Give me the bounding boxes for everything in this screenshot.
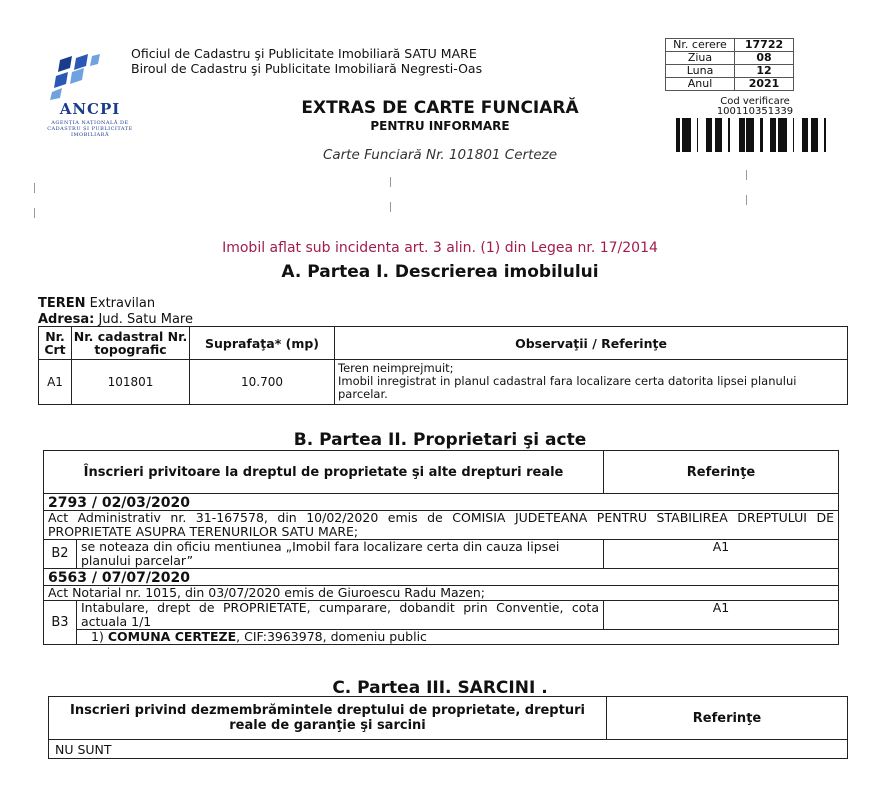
imobil-table bbox=[38, 326, 848, 405]
scan-mark bbox=[746, 170, 747, 180]
request-row bbox=[666, 65, 794, 78]
barcode-bar bbox=[728, 118, 730, 152]
barcode-bar bbox=[811, 118, 812, 152]
section-a-title: A. Partea I. Descrierea imobilului bbox=[281, 262, 599, 282]
entry-2-text: Intabulare, drept de PROPRIETATE, cumparare, dobandit prin Conventie, cota actuala 1/1 bbox=[77, 601, 604, 630]
barcode-bar bbox=[752, 118, 754, 152]
col-observatii: Observaţii / Referinţe bbox=[335, 327, 848, 360]
office-block bbox=[131, 46, 482, 76]
entry-2-code: B3 bbox=[44, 601, 77, 645]
barcode-bar bbox=[784, 118, 787, 152]
barcode-bar bbox=[718, 118, 721, 152]
barcode-bar bbox=[782, 118, 784, 152]
request-value: 17722 bbox=[735, 39, 794, 52]
verification-code: 100110351339 bbox=[716, 106, 794, 117]
barcode-bar bbox=[746, 118, 748, 152]
barcode-bar bbox=[781, 118, 782, 152]
scan-mark bbox=[34, 208, 35, 218]
col-nr-crt: Nr. Crt bbox=[39, 327, 72, 360]
document-subtitle: PENTRU INFORMARE bbox=[370, 119, 510, 133]
barcode-bar bbox=[778, 118, 781, 152]
table-header-row bbox=[44, 451, 839, 494]
col-referinte: Referinţe bbox=[604, 451, 839, 494]
table-header-row bbox=[49, 697, 848, 740]
request-label: Nr. cerere bbox=[666, 39, 735, 52]
request-label: Anul bbox=[666, 78, 735, 91]
barcode-bar bbox=[824, 118, 826, 152]
barcode-bar bbox=[775, 118, 776, 152]
teren-value: Extravilan bbox=[89, 296, 156, 311]
teren-label: TEREN bbox=[38, 296, 86, 311]
entry-1-act: Act Administrativ nr. 31-167578, din 10/02/2020 emis de COMISIA JUDETEANA PENTRU STABILIREA DREPTULUI DE PROPRIETATE ASUPRA TERENURILOR SATU MARE; bbox=[44, 511, 839, 540]
barcode-bar bbox=[676, 118, 679, 152]
request-label: Luna bbox=[666, 65, 735, 78]
table-header-row bbox=[39, 327, 848, 360]
proprietari-table bbox=[43, 450, 839, 645]
barcode-bar bbox=[817, 118, 818, 152]
request-row bbox=[666, 78, 794, 91]
barcode-bar bbox=[760, 118, 763, 152]
section-c-title: C. Partea III. SARCINI . bbox=[332, 678, 548, 698]
ancpi-logo-subtext: AGENȚIA NAȚIONALĂ DE CADASTRU ȘI PUBLICITATE IMOBILIARĂ bbox=[47, 120, 133, 138]
owner-name: COMUNA CERTEZE bbox=[107, 629, 237, 644]
teren-block bbox=[38, 296, 193, 328]
request-value: 08 bbox=[735, 52, 794, 65]
obs-line-2: Imobil inregistrat in planul cadastral fara localizare certa datorita lipsei planului parcelar. bbox=[338, 374, 797, 401]
barcode-bar bbox=[685, 118, 686, 152]
entry-2-owner bbox=[77, 630, 839, 645]
col-inscrieri-sarcini: Inscrieri privind dezmembrămintele dreptului de proprietate, drepturi reale de garanţie şi sarcini bbox=[49, 697, 607, 740]
table-row bbox=[39, 360, 848, 405]
barcode-bar bbox=[688, 118, 691, 152]
barcode-bar bbox=[772, 118, 775, 152]
obs-line-1: Teren neimprejmuit; bbox=[338, 361, 454, 375]
barcode-bar bbox=[739, 118, 740, 152]
teren-line bbox=[38, 296, 193, 312]
request-label: Ziua bbox=[666, 52, 735, 65]
request-value: 12 bbox=[735, 65, 794, 78]
entry-1-ref: A1 bbox=[604, 540, 839, 569]
table-row bbox=[44, 494, 839, 511]
ancpi-logo-mark-icon bbox=[48, 50, 128, 100]
col-nr-cadastral: Nr. cadastral Nr. topografic bbox=[72, 327, 190, 360]
adresa-value: Jud. Satu Mare bbox=[98, 312, 193, 327]
sarcini-table bbox=[48, 696, 848, 759]
table-row bbox=[44, 601, 839, 630]
table-row bbox=[49, 740, 848, 759]
barcode-bar bbox=[740, 118, 742, 152]
barcode-bar bbox=[751, 118, 752, 152]
barcode-bar bbox=[682, 118, 685, 152]
barcode-bar bbox=[679, 118, 680, 152]
document-title: EXTRAS DE CARTE FUNCIARĂ bbox=[301, 98, 579, 118]
scan-mark bbox=[390, 177, 391, 187]
barcode-bar bbox=[721, 118, 722, 152]
cell-nr-crt: A1 bbox=[39, 360, 72, 405]
entry-1-text: se noteaza din oficiu mentiunea „Imobil fara localizare certa din cauza lipsei planului parcelar” bbox=[77, 540, 604, 569]
col-suprafata: Suprafaţa* (mp) bbox=[190, 327, 335, 360]
barcode-icon bbox=[676, 118, 826, 152]
barcode-bar bbox=[805, 118, 806, 152]
barcode-bar bbox=[812, 118, 814, 152]
sarcini-value: NU SUNT bbox=[49, 740, 848, 759]
barcode-bar bbox=[697, 118, 698, 152]
entry-2-head: 6563 / 07/07/2020 bbox=[44, 569, 839, 586]
barcode-bar bbox=[806, 118, 808, 152]
barcode-bar bbox=[802, 118, 805, 152]
office-line-2: Biroul de Cadastru şi Publicitate Imobiliară Negresti-Oas bbox=[131, 61, 483, 76]
request-info-table bbox=[665, 38, 794, 91]
request-value: 2021 bbox=[735, 78, 794, 91]
table-row bbox=[44, 511, 839, 540]
barcode-bar bbox=[748, 118, 751, 152]
table-row bbox=[44, 586, 839, 601]
owner-number: 1) bbox=[91, 629, 104, 644]
barcode-bar bbox=[710, 118, 712, 152]
request-row bbox=[666, 39, 794, 52]
entry-2-ref: A1 bbox=[604, 601, 839, 630]
table-row bbox=[44, 569, 839, 586]
table-row bbox=[44, 630, 839, 645]
verification-code-label: Cod verificare bbox=[720, 96, 790, 107]
office-line-1: Oficiul de Cadastru şi Publicitate Imobiliară SATU MARE bbox=[131, 46, 477, 61]
barcode-bar bbox=[742, 118, 745, 152]
ancpi-logo-text: ANCPI bbox=[59, 100, 121, 118]
cell-nr-cadastral: 101801 bbox=[72, 360, 190, 405]
cell-observatii bbox=[335, 360, 848, 405]
scan-mark bbox=[746, 195, 747, 205]
barcode-bar bbox=[715, 118, 716, 152]
barcode-bar bbox=[709, 118, 710, 152]
entry-1-code: B2 bbox=[44, 540, 77, 569]
col-referinte-sarcini: Referinţe bbox=[607, 697, 848, 740]
barcode-bar bbox=[814, 118, 817, 152]
carte-funciara-number: Carte Funciară Nr. 101801 Certeze bbox=[322, 147, 558, 163]
table-row bbox=[44, 540, 839, 569]
incidence-note: Imobil aflat sub incidenta art. 3 alin. (1) din Legea nr. 17/2014 bbox=[222, 240, 658, 256]
scan-mark bbox=[390, 202, 391, 212]
barcode-bar bbox=[686, 118, 688, 152]
barcode-bar bbox=[770, 118, 772, 152]
cell-suprafata: 10.700 bbox=[190, 360, 335, 405]
section-b-title: B. Partea II. Proprietari şi acte bbox=[293, 430, 587, 450]
entry-2-act: Act Notarial nr. 1015, din 03/07/2020 emis de Giuroescu Radu Mazen; bbox=[44, 586, 839, 601]
request-row bbox=[666, 52, 794, 65]
owner-details: , CIF:3963978, domeniu public bbox=[236, 629, 427, 644]
col-inscrieri: Înscrieri privitoare la dreptul de proprietate şi alte drepturi reale bbox=[44, 451, 604, 494]
barcode-bar bbox=[716, 118, 718, 152]
scan-mark bbox=[34, 183, 35, 193]
entry-1-head: 2793 / 02/03/2020 bbox=[44, 494, 839, 511]
ancpi-logo bbox=[40, 50, 140, 150]
barcode-bar bbox=[793, 118, 794, 152]
barcode-bar bbox=[706, 118, 709, 152]
adresa-label: Adresa: bbox=[38, 312, 95, 327]
